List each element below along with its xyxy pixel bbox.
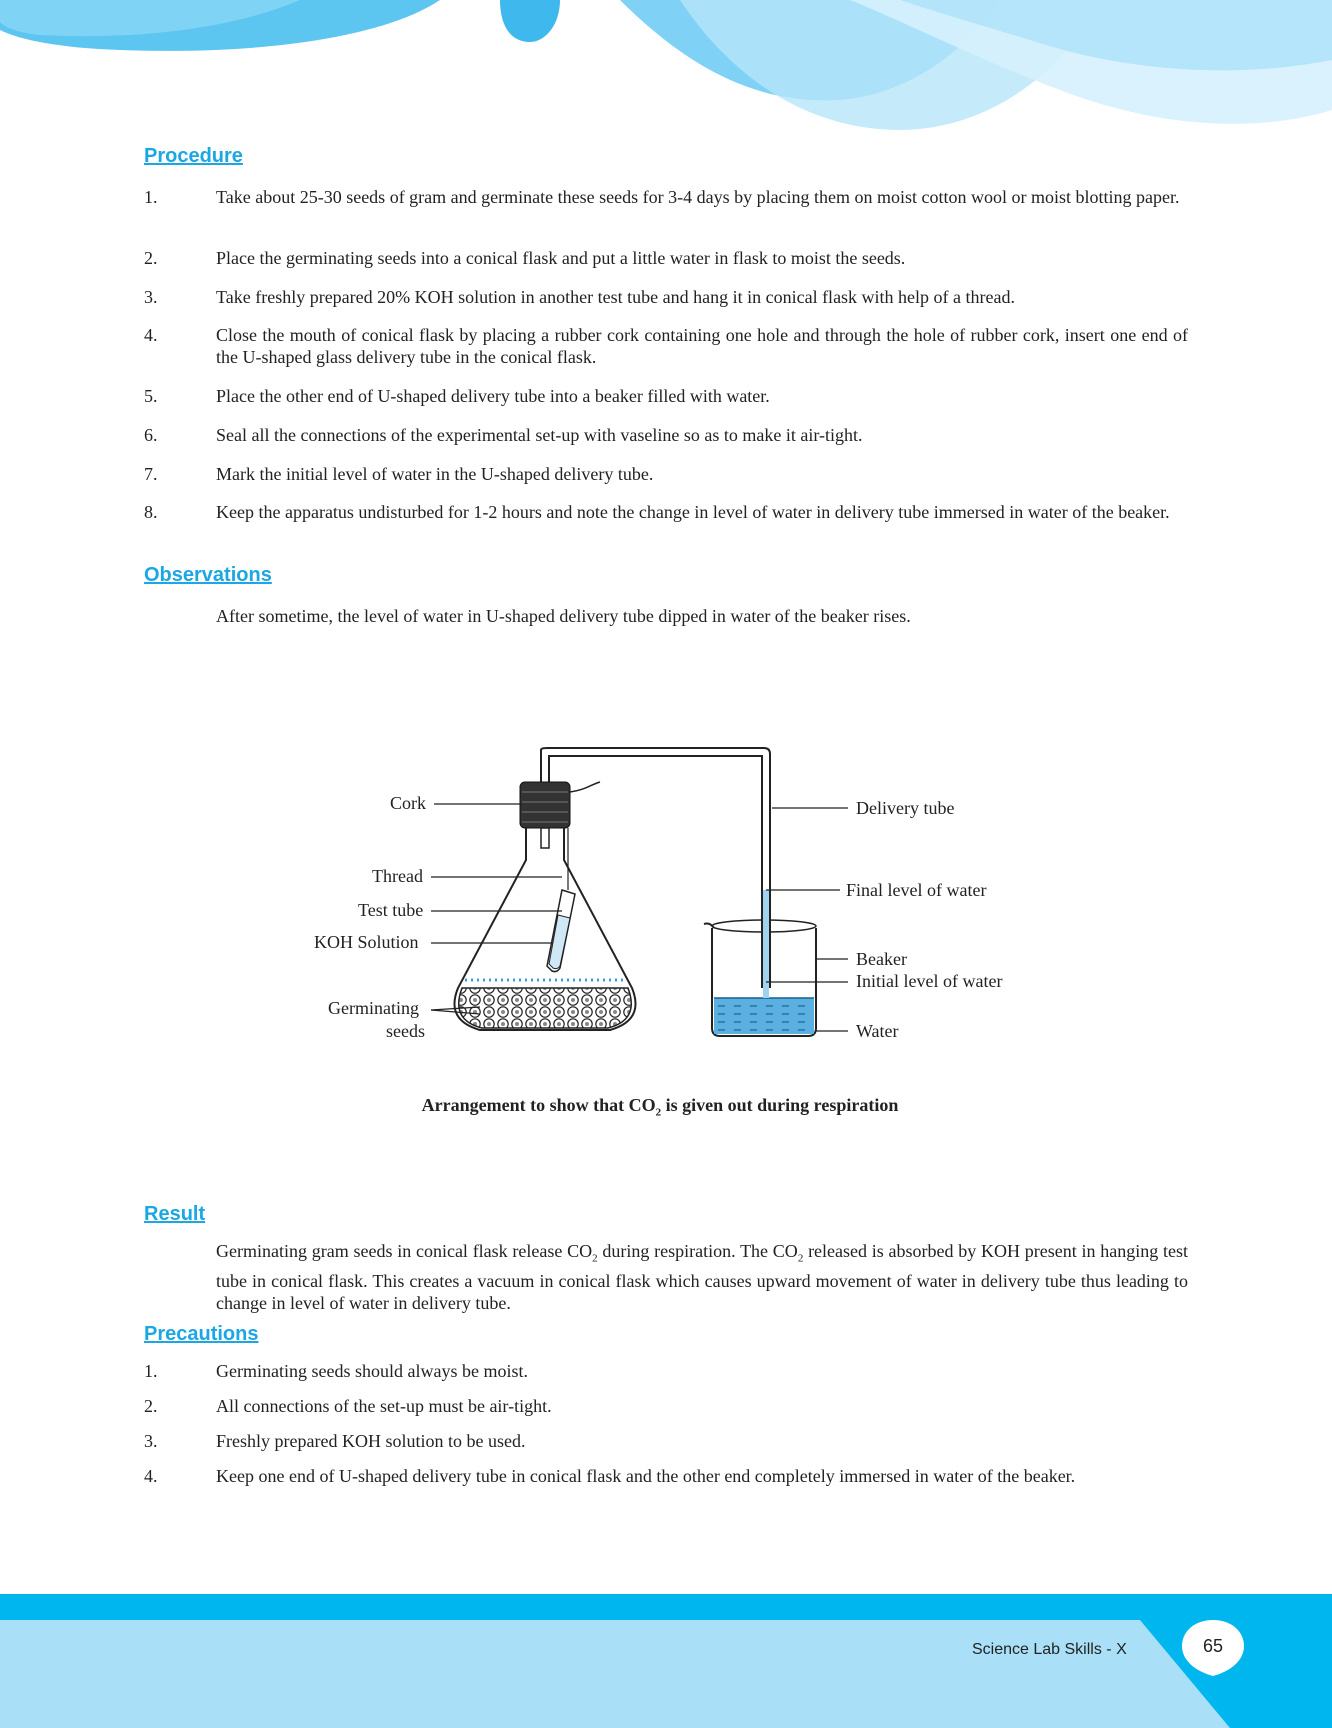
label-seeds: seeds xyxy=(386,1021,425,1041)
step-text: Seal all the connections of the experimental set-up with vaseline so as to make it air-tight. xyxy=(216,425,863,445)
step-number: 6. xyxy=(144,425,158,445)
step-number: 8. xyxy=(144,502,158,522)
step-number: 2. xyxy=(144,248,158,268)
apparatus-diagram xyxy=(300,730,1040,1060)
step-text: Keep the apparatus undisturbed for 1-2 hours and note the change in level of water in delivery tube immersed in water of the beaker. xyxy=(216,502,1170,522)
step-number: 3. xyxy=(144,287,158,307)
figure-caption: Arrangement to show that $CO_2$ is given out during respiration xyxy=(421,1095,899,1119)
step-text: Take about 25-30 seeds of gram and germinate these seeds for 3-4 days by placing them on moist cotton wool or moist blotting paper. xyxy=(216,187,1180,207)
precaution-number: 1. xyxy=(144,1361,158,1381)
result-text: Germinating gram seeds in conical flask release $CO_2$ during respiration. The $CO_2$ released is absorbed by KOH present in hanging test tube in conical flask. This creates a vacuum in conical flask which causes upward movement of water in delivery tube thus leading to change in level of water in delivery tube. xyxy=(216,1241,1189,1313)
book-title: Science Lab Skills - X xyxy=(972,1641,1127,1658)
header-wave-decoration xyxy=(0,0,1332,140)
label-delivery-tube: Delivery tube xyxy=(856,798,955,818)
label-initial-level: Initial level of water xyxy=(856,971,1003,991)
precautions-heading: Precautions xyxy=(144,1323,259,1345)
label-final-level: Final level of water xyxy=(846,880,987,900)
precaution-text: Freshly prepared KOH solution to be used. xyxy=(216,1431,526,1451)
label-water: Water xyxy=(856,1021,899,1041)
precaution-text: Germinating seeds should always be moist. xyxy=(216,1361,528,1381)
step-number: 5. xyxy=(144,386,158,406)
precaution-number: 2. xyxy=(144,1396,158,1416)
label-cork: Cork xyxy=(390,793,426,813)
result-heading: Result xyxy=(144,1203,206,1225)
label-test-tube: Test tube xyxy=(358,900,424,920)
label-thread: Thread xyxy=(372,866,423,886)
precaution-number: 3. xyxy=(144,1431,158,1451)
precaution-number: 4. xyxy=(144,1466,158,1486)
footer-band xyxy=(0,1594,1332,1728)
page-number: 65 xyxy=(1202,1636,1224,1656)
procedure-step xyxy=(144,186,1188,230)
step-number: 7. xyxy=(144,464,158,484)
step-text: Take freshly prepared 20% KOH solution in another test tube and hang it in conical flask with help of a thread. xyxy=(216,287,1016,307)
observations-heading: Observations xyxy=(144,564,272,586)
step-text: Place the other end of U-shaped delivery tube into a beaker filled with water. xyxy=(216,386,770,406)
step-text: Place the germinating seeds into a conical flask and put a little water in flask to moist the seeds. xyxy=(216,248,906,268)
precaution-text: All connections of the set-up must be air-tight. xyxy=(216,1396,552,1416)
step-text: Close the mouth of conical flask by placing a rubber cork containing one hole and through the hole of rubber cork, insert one end of the U-shaped glass delivery tube in the conical flask. xyxy=(216,325,1188,367)
procedure-heading: Procedure xyxy=(144,145,243,167)
step-number: 1. xyxy=(144,187,158,207)
step-number: 4. xyxy=(144,325,158,345)
label-koh-solution: KOH Solution xyxy=(314,932,419,952)
precaution-text: Keep one end of U-shaped delivery tube in conical flask and the other end completely immersed in water of the beaker. xyxy=(216,1466,1076,1486)
label-beaker: Beaker xyxy=(856,949,907,969)
observation-text: After sometime, the level of water in U-shaped delivery tube dipped in water of the beaker rises. xyxy=(216,606,911,626)
step-text: Mark the initial level of water in the U-shaped delivery tube. xyxy=(216,464,654,484)
label-germinating: Germinating xyxy=(328,998,419,1018)
